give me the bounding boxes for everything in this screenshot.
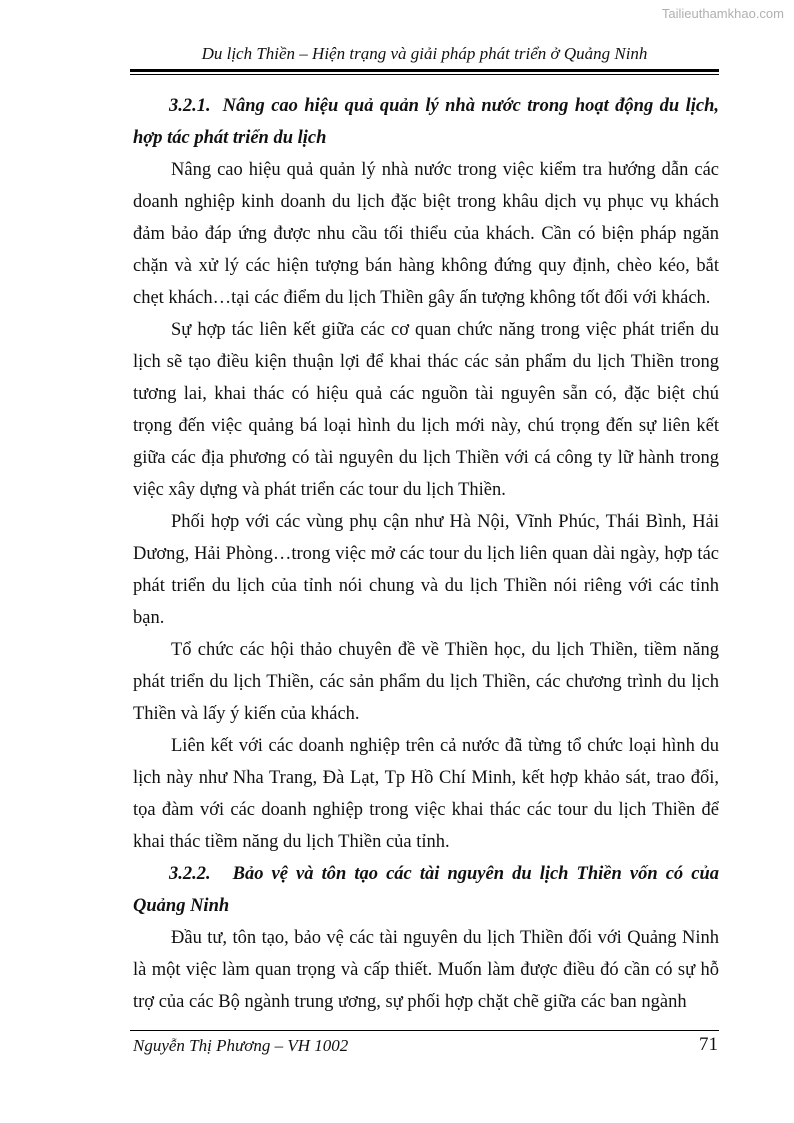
paragraph: Tổ chức các hội thảo chuyên đề về Thiền học, du lịch Thiền, tiềm năng phát triển du lịch Thiền, các sản phẩm du lịch Thiền, các chương trình du lịch Thiền và lấy ý kiến của khách. xyxy=(133,640,719,724)
header-rule-thick xyxy=(130,69,719,72)
paragraph: Sự hợp tác liên kết giữa các cơ quan chức năng trong việc phát triển du lịch sẽ tạo điều kiện thuận lợi để khai thác các sản phẩm du lịch Thiền trong tương lai, khai thác có hiệu quả các nguồn tài nguyên sẵn có, đặc biệt chú trọng đến việc quảng bá loại hình du lịch mới này, chú trọng đến sự liên kết giữa các địa phương có tài nguyên du lịch Thiền với cá công ty lữ hành trong việc xây dựng và phát triển các tour du lịch Thiền. xyxy=(133,320,719,500)
section-number: 3.2.1. xyxy=(169,96,211,116)
header-rule-thin xyxy=(130,74,719,75)
footer-author: Nguyễn Thị Phương – VH 1002 xyxy=(133,1036,349,1055)
paragraph: Nâng cao hiệu quả quản lý nhà nước trong việc kiểm tra hướng dẫn các doanh nghiệp kinh doanh du lịch đặc biệt trong khâu dịch vụ phục vụ khách đảm bảo đáp ứng được nhu cầu tối thiểu của khách. Cần có biện pháp ngăn chặn và xử lý các hiện tượng bán hàng không đứng quy định, chèo kéo, bắt chẹt khách…tại các điểm du lịch Thiền gây ấn tượng không tốt đối với khách. xyxy=(133,160,719,308)
paragraph: Đầu tư, tôn tạo, bảo vệ các tài nguyên du lịch Thiền đối với Quảng Ninh là một việc làm quan trọng và cấp thiết. Muốn làm được điều đó cần có sự hỗ trợ của các Bộ ngành trung ương, sự phối hợp chặt chẽ giữa các ban ngành xyxy=(133,928,719,1012)
paragraph: Liên kết với các doanh nghiệp trên cả nước đã từng tổ chức loại hình du lịch này như Nha Trang, Đà Lạt, Tp Hồ Chí Minh, kết hợp khảo sát, trao đổi, tọa đàm với các doanh nghiệp trong việc khai thác các tour du lịch Thiền để khai thác tiềm năng du lịch Thiền của tỉnh. xyxy=(133,736,719,852)
page-number: 71 xyxy=(699,1034,718,1055)
section-title: Nâng cao hiệu quả quản lý nhà nước trong hoạt động du lịch, hợp tác phát triển du lịch xyxy=(133,96,719,148)
section-number: 3.2.2. xyxy=(169,864,211,884)
page-body xyxy=(133,90,719,1018)
watermark: Tailieuthamkhao.com xyxy=(661,6,784,21)
section-heading-3-2-1 xyxy=(133,90,719,154)
footer-rule xyxy=(130,1030,719,1031)
section-heading-3-2-2 xyxy=(133,858,719,922)
paragraph: Phối hợp với các vùng phụ cận như Hà Nội, Vĩnh Phúc, Thái Bình, Hải Dương, Hải Phòng…trong việc mở các tour du lịch liên quan dài ngày, hợp tác phát triển du lịch của tỉnh nói chung và du lịch Thiền nói riêng với các tỉnh bạn. xyxy=(133,512,719,628)
running-header: Du lịch Thiền – Hiện trạng và giải pháp phát triển ở Quảng Ninh xyxy=(201,44,648,63)
section-title: Bảo vệ và tôn tạo các tài nguyên du lịch Thiền vốn có của Quảng Ninh xyxy=(133,864,719,916)
